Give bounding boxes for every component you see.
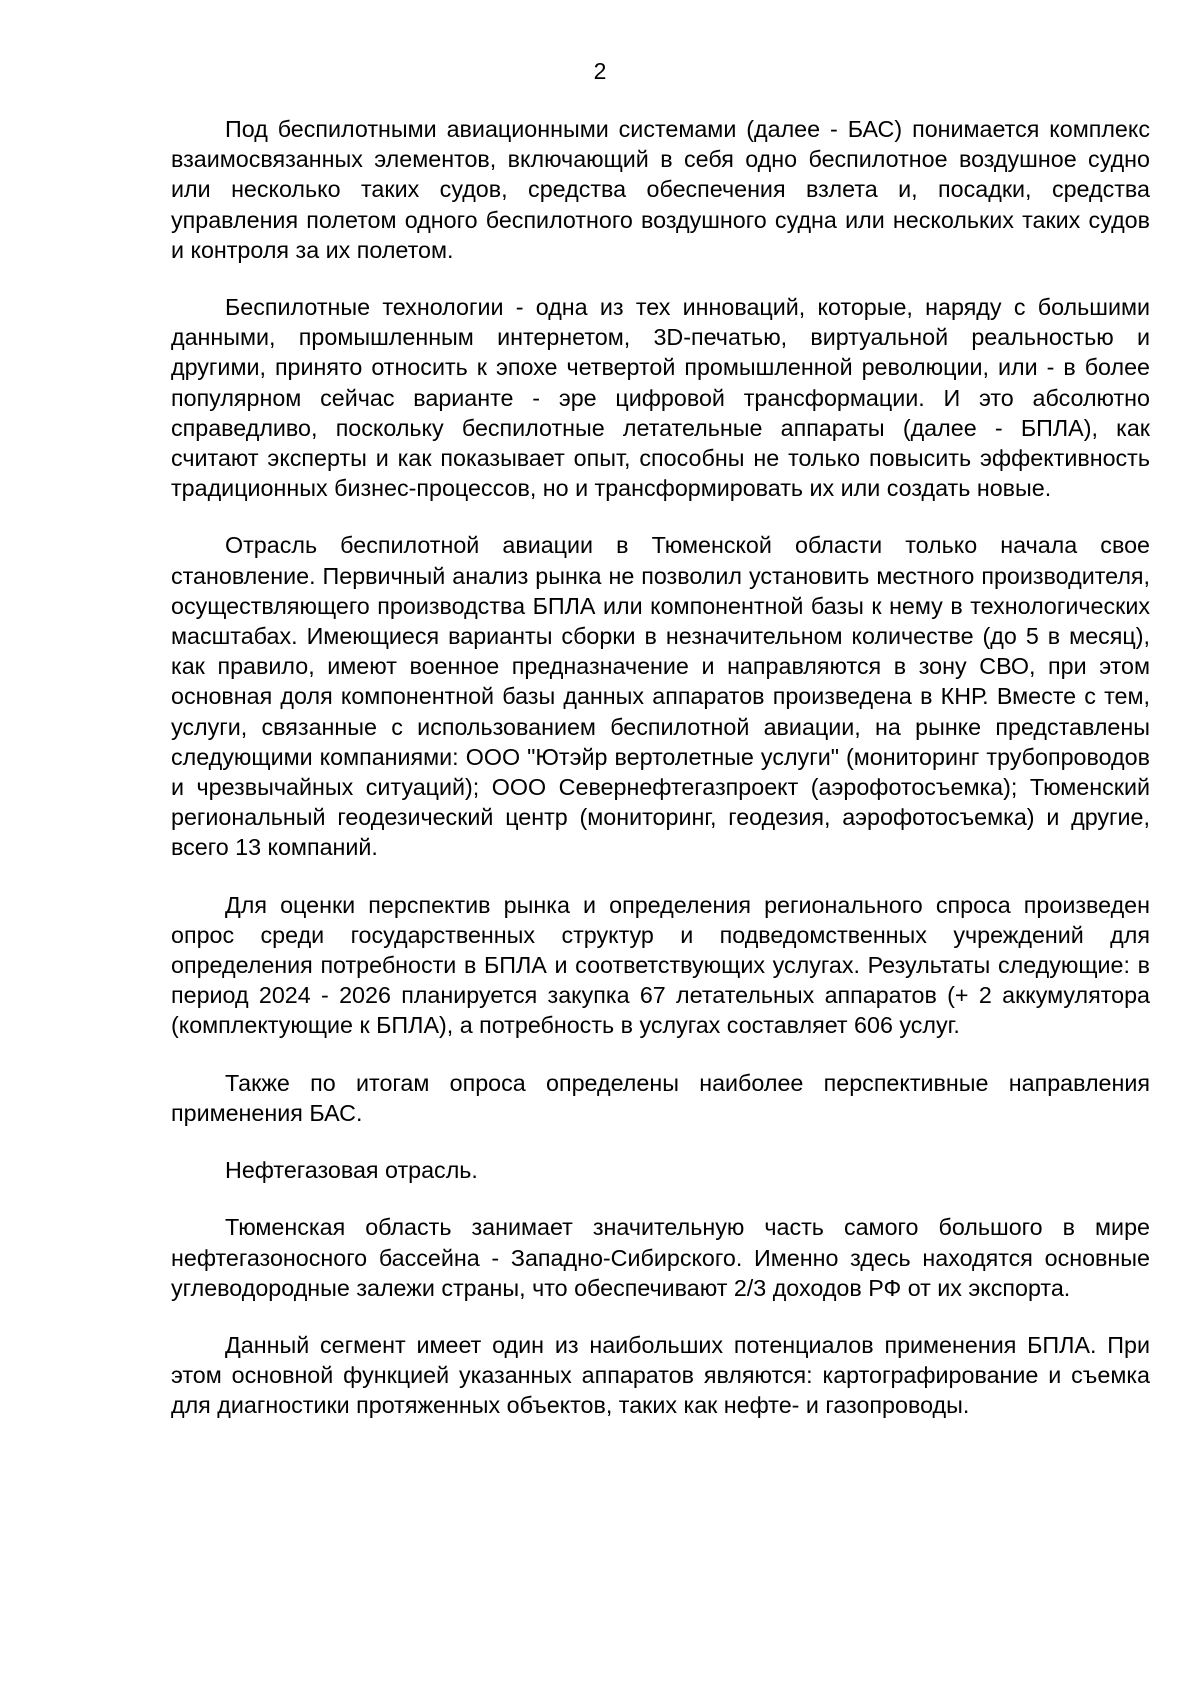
paragraph-oil-gas-heading: Нефтегазовая отрасль.: [225, 1157, 478, 1184]
paragraph-tyumen-oil-gas: Тюменская область занимает значительную часть самого большого в мире нефтегазоносного бассейна - Западно-Сибирского. Именно здесь находятся основные углеводородные залежи страны, что обеспечивают 2/3 доходов РФ от их экспорта.: [171, 1214, 1150, 1301]
page-number: 2: [593, 58, 607, 84]
paragraph-industry-tyumen: Отрасль беспилотной авиации в Тюменской области только начала свое становление. Первичный анализ рынка не позволил установить местного производителя, осуществляющего производства БПЛА или компонентной базы к нему в технологических масштабах. Имеющиеся варианты сборки в незначительном количестве (до 5 в месяц), как правило, имеют военное предназначение и направляются в зону СВО, при этом основная доля компонентной базы данных аппаратов произведена в КНР. Вместе с тем, услуги, связанные с использованием беспилотной авиации, на рынке представлены следующими компаниями: ООО "Ютэйр вертолетные услуги" (мониторинг трубопроводов и чрезвычайных ситуаций); ООО Севернефтегазпроект (аэрофотосъемка); Тюменский региональный геодезический центр (мониторинг, геодезия, аэрофотосъемка) и другие, всего 13 компаний.: [171, 532, 1150, 861]
paragraph-promising-directions: Также по итогам опроса определены наиболее перспективные направления применения БАС.: [171, 1069, 1150, 1126]
paragraph-bas-definition: Под беспилотными авиационными системами (далее - БАС) понимается комплекс взаимосвязанных элементов, включающий в себя одно беспилотное воздушное судно или несколько таких судов, средства обеспечения взлета и, посадки, средства управления полетом одного беспилотного воздушного судна или нескольких таких судов и контроля за их полетом.: [171, 116, 1150, 263]
paragraph-segment-potential: Данный сегмент имеет один из наибольших потенциалов применения БПЛА. При этом основной функцией указанных аппаратов являются: картографирование и съемка для диагностики протяженных объектов, таких как нефте- и газопроводы.: [171, 1331, 1150, 1419]
paragraph-unmanned-technologies: Беспилотные технологии - одна из тех инноваций, которые, наряду с большими данными, промышленным интернетом, 3D-печатью, виртуальной реальностью и другими, принято относить к эпохе четвертой промышленной революции, или - в более популярном сейчас варианте - эре цифровой трансформации. И это абсолютно справедливо, поскольку беспилотные летательные аппараты (далее - БПЛА), как считают эксперты и как показывает опыт, способны не только повысить эффективность традиционных бизнес-процессов, но и трансформировать их или создать новые.: [171, 294, 1150, 502]
document-body: [171, 114, 1150, 1448]
paragraph-market-survey: Для оценки перспектив рынка и определения регионального спроса произведен опрос среди государственных структур и подведомственных учреждений для определения потребности в БПЛА и соответствующих услугах. Результаты следующие: в период 2024 - 2026 планируется закупка 67 летательных аппаратов (+ 2 аккумулятора (комплектующие к БПЛА), а потребность в услугах составляет 606 услуг.: [171, 891, 1150, 1039]
